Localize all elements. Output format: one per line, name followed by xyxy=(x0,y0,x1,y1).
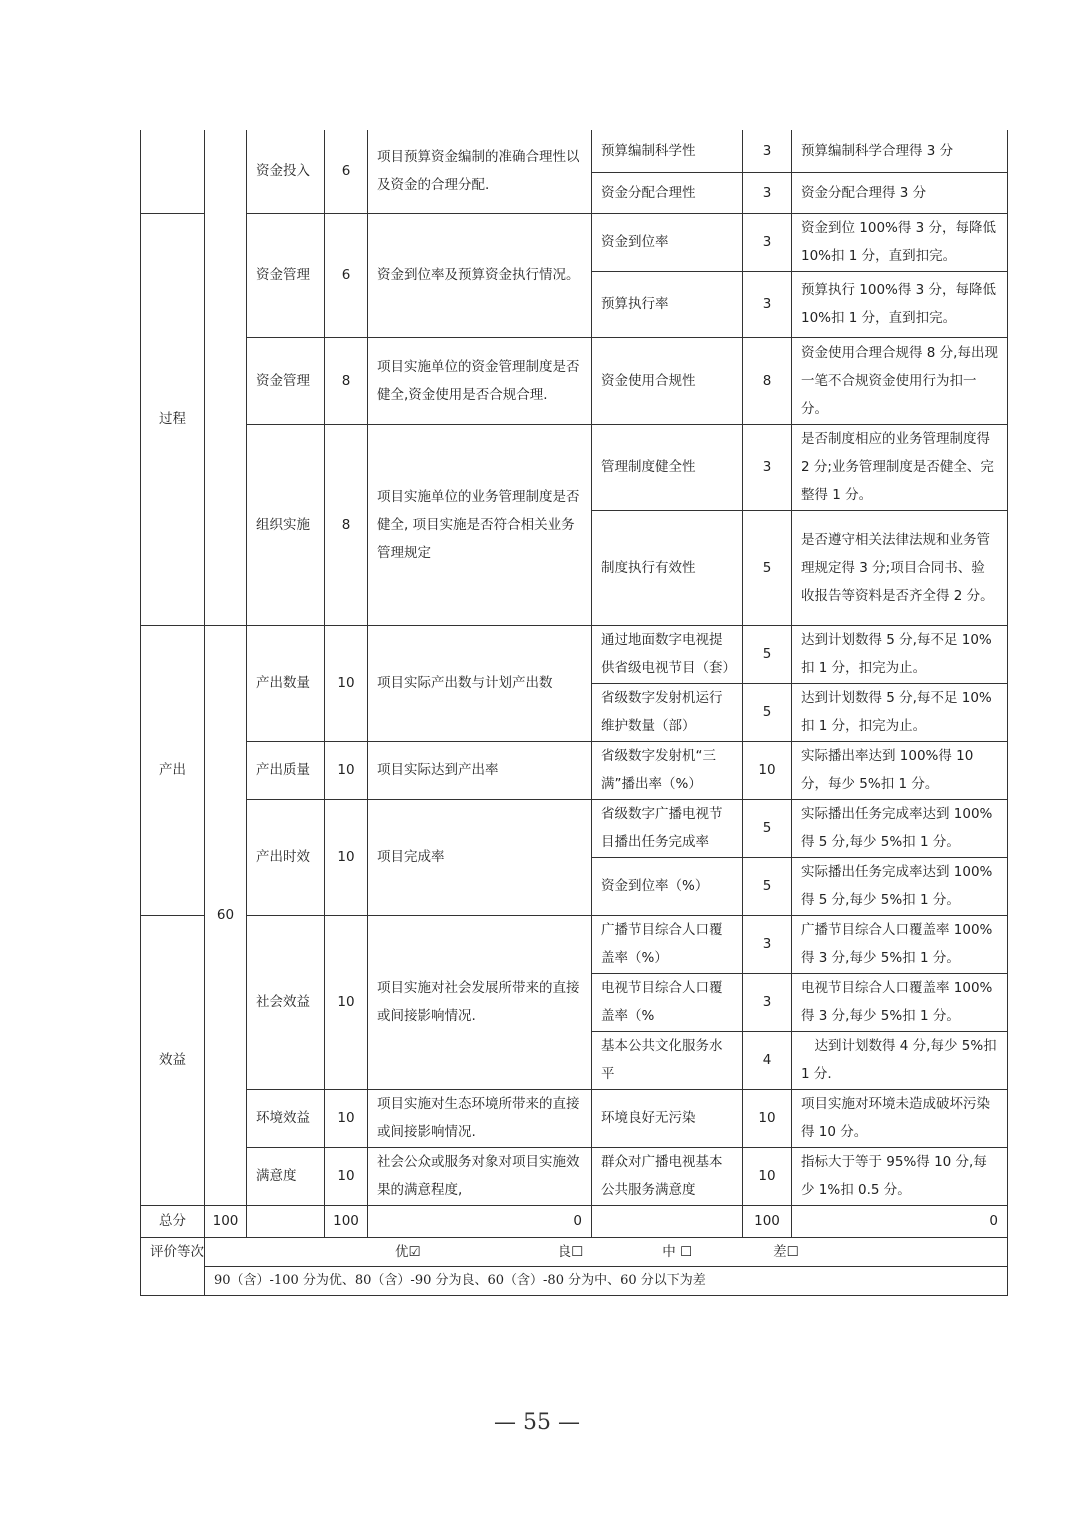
evaluation-options xyxy=(205,1237,1008,1266)
level3-score: 5 xyxy=(743,857,792,915)
scoring-criteria: 资金到位 100%得 3 分，每降低 10%扣 1 分，直到扣完。 xyxy=(792,213,1008,271)
level3-indicator: 省级数字广播电视节目播出任务完成率 xyxy=(592,799,743,857)
total-row xyxy=(141,1205,1008,1237)
level3-indicator: 制度执行有效性 xyxy=(592,510,743,625)
level3-indicator: 电视节目综合人口覆盖率（% xyxy=(592,973,743,1031)
scoring-criteria: 达到计划数得 4 分,每少 5%扣 1 分. xyxy=(792,1031,1008,1089)
level3-score: 3 xyxy=(743,915,792,973)
level1-indicator xyxy=(141,130,205,213)
level2-indicator-score: 6 xyxy=(325,213,368,337)
scoring-criteria: 实际播出率达到 100%得 10 分，每少 5%扣 1 分。 xyxy=(792,741,1008,799)
total-score: 100 xyxy=(325,1205,368,1237)
level3-score: 3 xyxy=(743,213,792,271)
level3-score: 3 xyxy=(743,424,792,510)
table-row xyxy=(141,424,1008,510)
level2-indicator: 资金投入 xyxy=(247,130,325,213)
table-row xyxy=(141,799,1008,857)
scoring-criteria: 预算执行 100%得 3 分，每降低 10%扣 1 分，直到扣完。 xyxy=(792,271,1008,337)
level2-indicator: 产出时效 xyxy=(247,799,325,915)
level3-indicator: 预算执行率 xyxy=(592,271,743,337)
level3-indicator: 广播节目综合人口覆盖率（%） xyxy=(592,915,743,973)
level3-indicator: 资金到位率（%） xyxy=(592,857,743,915)
grade-option-checkbox[interactable]: 中 ☐ xyxy=(662,1243,693,1260)
scoring-criteria: 资金使用合理合规得 8 分,每出现一笔不合规资金使用行为扣一分。 xyxy=(792,337,1008,424)
level3-score: 5 xyxy=(743,625,792,683)
level2-indicator-score: 8 xyxy=(325,337,368,424)
total-level2: 100 xyxy=(205,1205,247,1237)
grade-option-checkbox[interactable]: 差☐ xyxy=(773,1243,799,1260)
scoring-criteria: 指标大于等于 95%得 10 分,每少 1%扣 0.5 分。 xyxy=(792,1147,1008,1205)
level3-indicator: 基本公共文化服务水平 xyxy=(592,1031,743,1089)
level3-score: 5 xyxy=(743,510,792,625)
level3-indicator: 群众对广播电视基本公共服务满意度 xyxy=(592,1147,743,1205)
level1-indicator: 产出 xyxy=(141,625,205,915)
level3-indicator: 环境良好无污染 xyxy=(592,1089,743,1147)
scoring-criteria: 实际播出任务完成率达到 100%得 5 分,每少 5%扣 1 分。 xyxy=(792,857,1008,915)
level2-indicator: 产出质量 xyxy=(247,741,325,799)
level2-indicator-score: 10 xyxy=(325,1089,368,1147)
scoring-criteria: 项目实施对环境未造成破坏污染得 10 分。 xyxy=(792,1089,1008,1147)
level2-indicator-score: 10 xyxy=(325,799,368,915)
performance-evaluation-table xyxy=(140,130,1008,1296)
level2-score: 60 xyxy=(205,625,247,1205)
level3-score: 4 xyxy=(743,1031,792,1089)
level3-indicator: 省级数字发射机运行维护数量（部） xyxy=(592,683,743,741)
level2-indicator: 组织实施 xyxy=(247,424,325,625)
level2-indicator: 满意度 xyxy=(247,1147,325,1205)
table-row xyxy=(141,741,1008,799)
level2-indicator-score: 6 xyxy=(325,130,368,213)
indicator-description: 项目实际产出数与计划产出数 xyxy=(368,625,592,741)
evaluation-note: 90（含）-100 分为优、80（含）-90 分为良、60（含）-80 分为中、60 分以下为差 xyxy=(205,1266,1008,1295)
indicator-description: 项目实施对社会发展所带来的直接或间接影响情况. xyxy=(368,915,592,1089)
level3-score: 10 xyxy=(743,1089,792,1147)
scoring-criteria: 达到计划数得 5 分,每不足 10%扣 1 分，扣完为止。 xyxy=(792,625,1008,683)
scoring-criteria: 预算编制科学合理得 3 分 xyxy=(792,130,1008,172)
grade-option-checkbox[interactable]: 良☐ xyxy=(557,1243,584,1260)
level3-score: 8 xyxy=(743,337,792,424)
scoring-criteria: 实际播出任务完成率达到 100%得 5 分,每少 5%扣 1 分。 xyxy=(792,799,1008,857)
scoring-criteria: 广播节目综合人口覆盖率 100%得 3 分,每少 5%扣 1 分。 xyxy=(792,915,1008,973)
level3-score: 3 xyxy=(743,172,792,213)
level2-indicator-score: 10 xyxy=(325,1147,368,1205)
level3-score: 3 xyxy=(743,271,792,337)
level2-indicator-score: 10 xyxy=(325,741,368,799)
level3-score: 5 xyxy=(743,683,792,741)
scoring-criteria: 达到计划数得 5 分,每不足 10%扣 1 分，扣完为止。 xyxy=(792,683,1008,741)
level3-score: 5 xyxy=(743,799,792,857)
level3-score: 3 xyxy=(743,130,792,172)
indicator-description: 项目实施单位的业务管理制度是否健全, 项目实施是否符合相关业务管理规定 xyxy=(368,424,592,625)
level3-indicator: 资金到位率 xyxy=(592,213,743,271)
grade-option-checkbox[interactable]: 优☑ xyxy=(395,1243,421,1260)
table-row xyxy=(141,915,1008,973)
total-desc-value: 0 xyxy=(368,1205,592,1237)
indicator-description: 项目实际达到产出率 xyxy=(368,741,592,799)
evaluation-row xyxy=(141,1237,1008,1266)
level2-score xyxy=(205,130,247,625)
level3-score: 10 xyxy=(743,1147,792,1205)
level3-indicator: 省级数字发射机“三满”播出率（%） xyxy=(592,741,743,799)
level3-indicator: 资金使用合规性 xyxy=(592,337,743,424)
indicator-description: 社会公众或服务对象对项目实施效果的满意程度, xyxy=(368,1147,592,1205)
table-row xyxy=(141,130,1008,172)
page-number: — 55 — xyxy=(494,1410,580,1435)
scoring-criteria: 电视节目综合人口覆盖率 100%得 3 分,每少 5%扣 1 分。 xyxy=(792,973,1008,1031)
level2-indicator-score: 10 xyxy=(325,915,368,1089)
scoring-criteria: 是否遵守相关法律法规和业务管理规定得 3 分;项目合同书、验收报告等资料是否齐全得 2 分。 xyxy=(792,510,1008,625)
level1-indicator: 效益 xyxy=(141,915,205,1205)
level2-indicator-score: 10 xyxy=(325,625,368,741)
level2-indicator: 资金管理 xyxy=(247,213,325,337)
table-row xyxy=(141,337,1008,424)
level3-indicator: 通过地面数字电视提供省级电视节目（套） xyxy=(592,625,743,683)
indicator-description: 资金到位率及预算资金执行情况。 xyxy=(368,213,592,337)
level3-indicator: 预算编制科学性 xyxy=(592,130,743,172)
level3-score: 10 xyxy=(743,741,792,799)
level3-indicator: 资金分配合理性 xyxy=(592,172,743,213)
total-result: 0 xyxy=(792,1205,1008,1237)
level1-indicator: 过程 xyxy=(141,213,205,625)
total-label: 总分 xyxy=(141,1205,205,1237)
table-row xyxy=(141,213,1008,271)
level2-indicator-score: 8 xyxy=(325,424,368,625)
evaluation-label: 评价等次 xyxy=(141,1237,205,1295)
indicator-description: 项目实施单位的资金管理制度是否健全,资金使用是否合规合理. xyxy=(368,337,592,424)
indicator-description: 项目预算资金编制的准确合理性以及资金的合理分配. xyxy=(368,130,592,213)
total-sub-score: 100 xyxy=(743,1205,792,1237)
indicator-description: 项目实施对生态环境所带来的直接或间接影响情况. xyxy=(368,1089,592,1147)
level2-indicator: 资金管理 xyxy=(247,337,325,424)
level2-indicator: 产出数量 xyxy=(247,625,325,741)
table-row xyxy=(141,1147,1008,1205)
indicator-description: 项目完成率 xyxy=(368,799,592,915)
level3-indicator: 管理制度健全性 xyxy=(592,424,743,510)
level2-indicator: 环境效益 xyxy=(247,1089,325,1147)
scoring-criteria: 是否制度相应的业务管理制度得 2 分;业务管理制度是否健全、完整得 1 分。 xyxy=(792,424,1008,510)
table-row xyxy=(141,625,1008,683)
table-row xyxy=(141,1089,1008,1147)
total-empty xyxy=(247,1205,325,1237)
evaluation-note-row xyxy=(141,1266,1008,1295)
level3-score: 3 xyxy=(743,973,792,1031)
total-empty xyxy=(592,1205,743,1237)
level2-indicator: 社会效益 xyxy=(247,915,325,1089)
scoring-criteria: 资金分配合理得 3 分 xyxy=(792,172,1008,213)
